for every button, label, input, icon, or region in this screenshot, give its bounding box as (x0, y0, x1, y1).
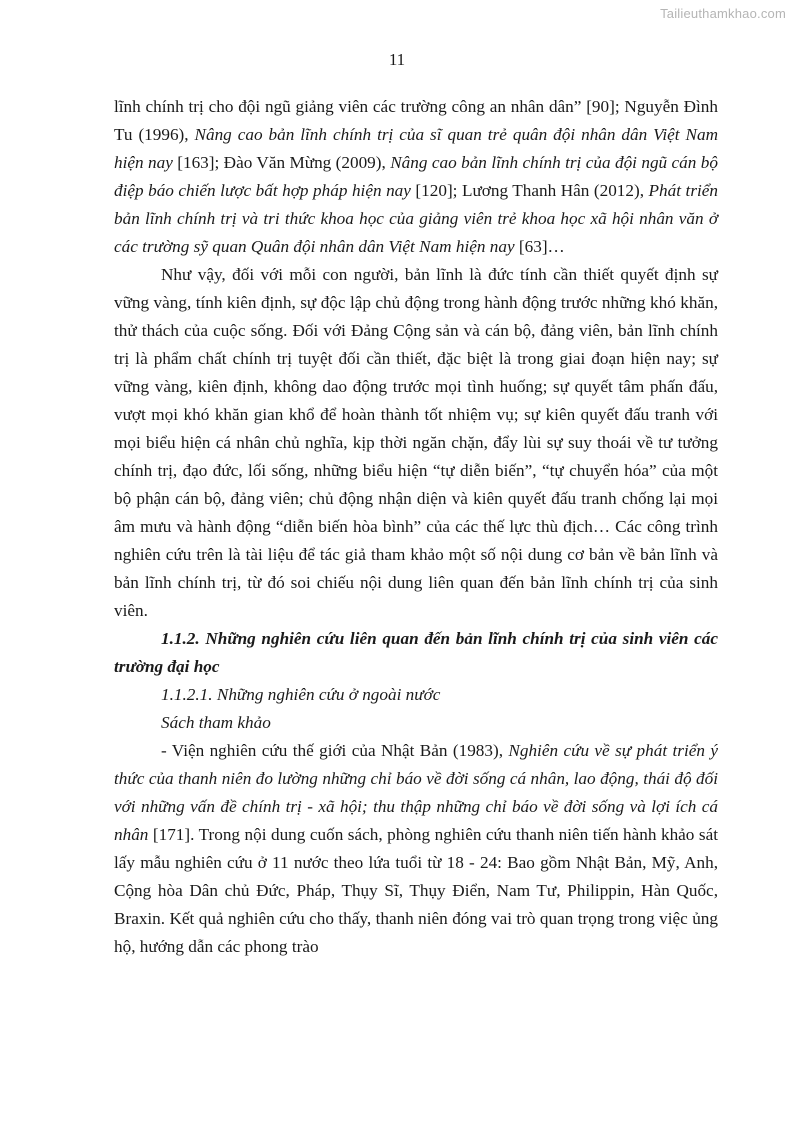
paragraph-references-continued (114, 93, 718, 261)
paragraph-japan-study (114, 737, 718, 961)
para3-segment-1: Nghiên cứu về sự phát triển ý thức của thanh niên đo lường những chỉ báo về đời sống cá nhân, lao động, thái độ đối với những vấn đề chính trị - xã hội; thu thập những chỉ báo về đời sống và lợi ích cá nhân (114, 741, 718, 844)
subsection-heading-1-1-2-1: 1.1.2.1. Những nghiên cứu ở ngoài nước (161, 685, 441, 704)
para1-segment-6: [63]… (514, 237, 565, 256)
page-number: 11 (388, 50, 406, 69)
para1-segment-3: Nâng cao bản lĩnh chính trị của đội ngũ cán bộ điệp báo chiến lược bất hợp pháp hiện nay (114, 153, 718, 200)
para1-segment-4: [120]; Lương Thanh Hân (2012), (410, 181, 649, 200)
para1-segment-2: [163]; Đào Văn Mừng (2009), (172, 153, 391, 172)
para1-segment-0: lĩnh chính trị cho đội ngũ giảng viên các trường công an nhân dân” [90]; Nguyễn Đình Tu (1996), (114, 97, 718, 144)
watermark-text: Tailieuthamkhao.com (660, 6, 786, 21)
section-heading-1-1-2: 1.1.2. Những nghiên cứu liên quan đến bản lĩnh chính trị của sinh viên các trường đại học (114, 629, 718, 676)
document-body (114, 93, 718, 961)
para3-segment-2: [171]. Trong nội dung cuốn sách, phòng nghiên cứu thanh niên tiến hành khảo sát lấy mẫu nghiên cứu ở 11 nước theo lứa tuổi từ 18 - 24: Bao gồm Nhật Bản, Mỹ, Anh, Cộng hòa Dân chủ Đức, Pháp, Thụy Sĩ, Thụy Điển, Nam Tư, Philippin, Hàn Quốc, Braxin. Kết quả nghiên cứu cho thấy, thanh niên đóng vai trò quan trọng trong việc ủng hộ, hướng dẫn các phong trào (114, 825, 718, 956)
para1-segment-5: Phát triển bản lĩnh chính trị và tri thức khoa học của giảng viên trẻ khoa học xã hội nhân văn ở các trường sỹ quan Quân đội nhân dân Việt Nam hiện nay (114, 181, 719, 256)
para3-segment-0: - Viện nghiên cứu thế giới của Nhật Bản (1983), (161, 741, 509, 760)
subheading-reference-books: Sách tham khảo (161, 713, 271, 732)
paragraph-summary: Như vậy, đối với mỗi con người, bản lĩnh là đức tính cần thiết quyết định sự vững vàng, tính kiên định, sự độc lập chủ động trong hành động trước những khó khăn, thử thách của cuộc sống. Đối với Đảng Cộng sản và cán bộ, đảng viên, bản lĩnh chính trị là phẩm chất chính trị tuyệt đối cần thiết, đặc biệt là trong giai đoạn hiện nay; sự vững vàng, kiên định, không dao động trước mọi tình huống; sự quyết tâm phấn đấu, vượt mọi khó khăn gian khổ để hoàn thành tốt nhiệm vụ; sự kiên quyết đấu tranh với mọi biểu hiện cá nhân chủ nghĩa, kịp thời ngăn chặn, đẩy lùi sự suy thoái về tư tưởng chính trị, đạo đức, lối sống, những biểu hiện “tự diễn biến”, “tự chuyển hóa” của một bộ phận cán bộ, đảng viên; chủ động nhận diện và kiên quyết đấu tranh chống lại mọi âm mưu và hành động “diễn biến hòa bình” của các thế lực thù địch… Các công trình nghiên cứu trên là tài liệu để tác giả tham khảo một số nội dung cơ bản về bản lĩnh và bản lĩnh chính trị, từ đó soi chiếu nội dung liên quan đến bản lĩnh chính trị của sinh viên. (114, 265, 718, 620)
para1-segment-1: Nâng cao bản lĩnh chính trị của sĩ quan trẻ quân đội nhân dân Việt Nam hiện nay (114, 125, 719, 172)
